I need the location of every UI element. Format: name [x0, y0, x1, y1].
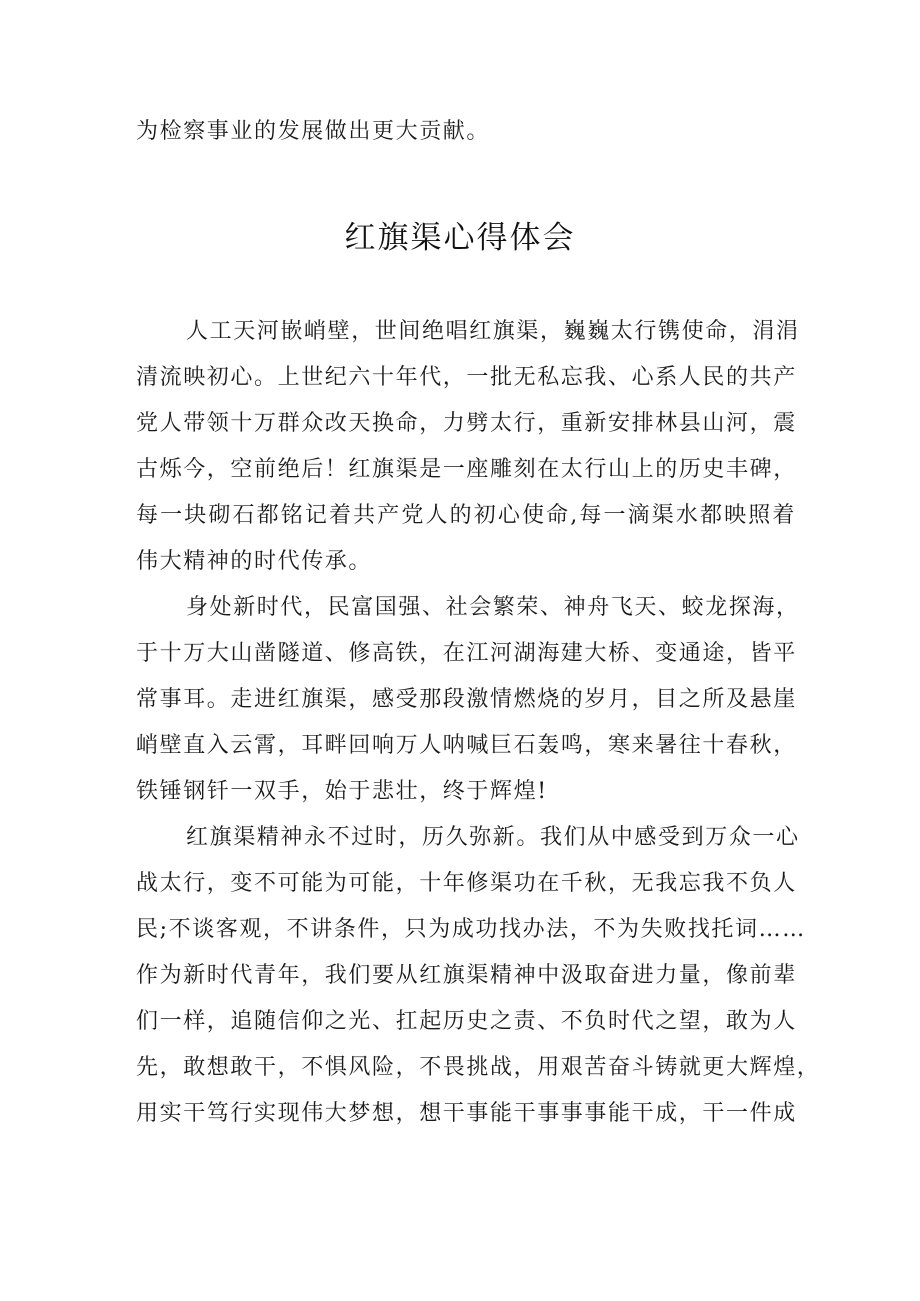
document-title: 红旗渠心得体会	[344, 220, 576, 256]
carryover-line: 为检察事业的发展做出更大贡献。	[136, 119, 491, 144]
paragraph-line: 铁锤钢钎一双手，始于悲壮，终于辉煌!	[136, 779, 548, 804]
paragraph-line: 常事耳。走进红旗渠，感受那段激情燃烧的岁月，目之所及悬崖	[136, 687, 797, 712]
paragraph-line: 伟大精神的时代传承。	[136, 549, 373, 574]
paragraph-line: 人工天河嵌峭壁，世间绝唱红旗渠，巍巍太行镌使命，涓涓	[186, 319, 800, 344]
paragraph-line: 们一样，追随信仰之光、扛起历史之责、不负时代之望，敢为人	[136, 1009, 797, 1034]
paragraph-line: 清流映初心。上世纪六十年代，一批无私忘我、心系人民的共产	[136, 365, 797, 390]
paragraph-line: 于十万大山凿隧道、修高铁，在江河湖海建大桥、变通途，皆平	[136, 641, 797, 666]
paragraph-line: 作为新时代青年，我们要从红旗渠精神中汲取奋进力量，像前辈	[136, 963, 797, 988]
paragraph-line: 峭壁直入云霄，耳畔回响万人呐喊巨石轰鸣，寒来暑往十春秋，	[136, 733, 797, 758]
paragraph-line: 战太行，变不可能为可能，十年修渠功在千秋，无我忘我不负人	[136, 871, 797, 896]
paragraph-line: 先，敢想敢干，不惧风险，不畏挑战，用艰苦奋斗铸就更大辉煌，	[136, 1055, 821, 1080]
paragraph-line: 用实干笃行实现伟大梦想，想干事能干事事事能干成，干一件成	[136, 1101, 797, 1126]
paragraph-line: 红旗渠精神永不过时，历久弥新。我们从中感受到万众一心	[186, 825, 800, 850]
paragraph-line: 民;不谈客观，不讲条件，只为成功找办法，不为失败找托词……	[136, 917, 806, 942]
paragraph-line: 古烁今，空前绝后！红旗渠是一座雕刻在太行山上的历史丰碑，	[136, 457, 797, 482]
paragraph-line: 每一块砌石都铭记着共产党人的初心使命,每一滴渠水都映照着	[136, 503, 796, 528]
paragraph-line: 身处新时代，民富国强、社会繁荣、神舟飞天、蛟龙探海，	[186, 595, 800, 620]
paragraph-line: 党人带领十万群众改天换命，力劈太行，重新安排林县山河，震	[136, 411, 797, 436]
